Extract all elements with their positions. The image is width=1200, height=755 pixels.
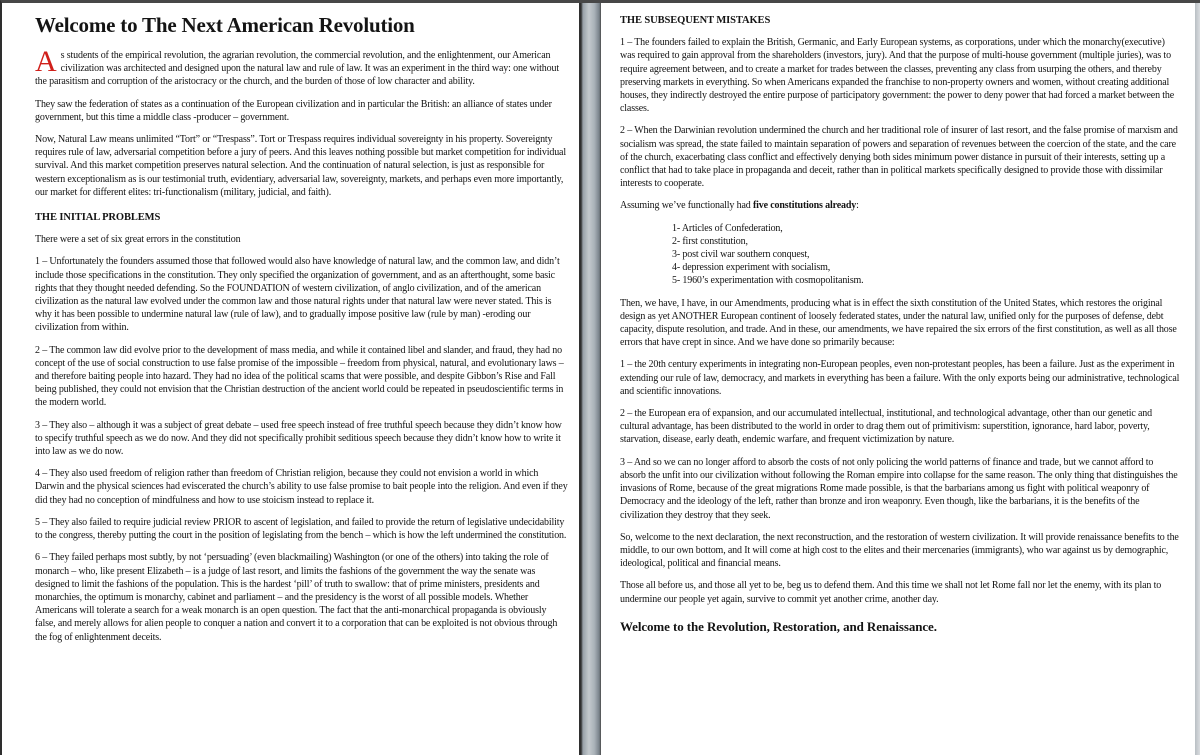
error-item-3: 3 – They also – although it was a subject of great debate – used free speech instead of free truthful speech because they didn’t know how to specify truthful speech as we do now. And they did not specifically prohibit seditious speech because they didn’t know how to write it into law as we do now. [35,419,562,458]
constitution-item-3: 3- post civil war southern conquest, [672,249,810,261]
error-item-2: 2 – The common law did evolve prior to the development of mass media, and while it contained libel and slander, and fraud, they had no concept of the use of social construction to use false promise of the impossible – freedom from physical, natural, and evolutionary laws – and therefore baiting people into hazard. They had no idea of the political scams that were possible, and despite Gibbon’s Rise and Fall being published, they could not envision that the Christian destruction of the ancient world could be repeated in pseudoscientific terms in the modern world. [35,344,564,409]
reason-item-1: 1 – the 20th century experiments in integrating non-European peoples, even non-protestant peoples, has been a failure. Just as the experiment in extending our rule of law, democracy, and markets in everything has been a failure. With the only exports being our administrative, technological and scientific innovations. [620,359,1180,397]
federation-paragraph: They saw the federation of states as a continuation of the European civilization and in particular the British: an alliance of states under government, but this time a middle class -producer – government. [35,98,552,123]
constitution-list [620,222,1181,288]
error-item-6: 6 – They failed perhaps most subtly, by not ‘persuading’ (even blackmailing) Washington (or one of the others) into taking the role of monarch – who, like present Elizabeth – is a judge of last resort, and limits the fashions of the government the way the senate was designed to limit the fashions of the population. This is the hardest ‘pill’ of truth to swallow: that of prime ministers, presidents and monarchies, the optimum is monarchy, cabinet and parliament – and the presidency is the worst of all possible models. Whether Americans will tolerate a search for a weak monarch is an open question. The fact that the anti-monarchical propaganda is obviously false, and merely allows for alien people to conquer a nation and convert it to a corporation that can be exploited is not obvious through the fog of enlightenment deceits. [35,552,558,643]
mistake-item-2: 2 – When the Darwinian revolution undermined the church and her traditional role of insurer of last resort, and the false promise of marxism and socialism was spread, the state failed to maintain separation of powers and separation of revenues between the coercion of the state, and the care of the church, exacerbating class conflict and effectively denying both sides minimum power distance in pursuit of their interests, setting up a conflict that had to take place in propaganda and deceit, rather than in political markets specifically designed to provide those with dissimilar interests to cooperate. [620,125,1178,190]
intro-text: s students of the empirical revolution, the agrarian revolution, the commercial revolution, and the enlightenment, our American civilization was architected and designed upon the natural law and rule of law. It was an experiment in the third way: one without the parasitism and corruption of the aristocracy or the church, and the burden of those of low character and ability. [35,50,559,88]
error-item-5: 5 – They also failed to require judicial review PRIOR to ascent of legislation, and failed to provide the return of legislative undecidability to the congress, thereby putting the court in the position of legislating from the bench – which is how the left undermined the constitution. [35,516,567,542]
assuming-suffix: : [856,200,859,212]
error-item-1: 1 – Unfortunately the founders assumed those that followed would also have knowledge of natural law, and the common law, and didn’t include those specifications in the constitution. They only specified the organization of government, and as an afterthought, some basic rights that they thought needed defending. So the FOUNDATION of western civilization, of anglo civilization, and of the american civilization as the natural law evolved under the common law and those natural rights under that natural law were never stated. This is why it has been possible to undermine natural law (rule of law), and to gradually impose positive law (rule by man) -eroding our civilization from within. [35,256,560,334]
constitution-item-1: 1- Articles of Confederation, [672,222,783,234]
welcome-next-paragraph: So, welcome to the next declaration, the next reconstruction, and the restoration of western civilization. It will provide renaissance benefits to the middle, to our own bottom, and It will come at high cost to the elites and their mercenaries (immigrants), who war against us by demographic, ideological, political and financial means. [620,531,1179,570]
closing-heading: Welcome to the Revolution, Restoration, and Renaissance. [620,618,937,634]
assuming-prefix: Assuming we’ve functionally had [620,200,753,212]
intro-paragraph [35,45,568,89]
initial-problems-heading: THE INITIAL PROBLEMS [35,212,161,224]
subsequent-mistakes-heading: THE SUBSEQUENT MISTAKES [620,15,771,26]
constitution-item-5: 5- 1960’s experimentation with cosmopolitanism. [672,275,864,287]
constitution-item-4: 4- depression experiment with socialism, [672,262,831,274]
page-gutter [579,3,601,755]
assuming-paragraph [620,199,1181,212]
error-item-4: 4 – They also used freedom of religion rather than freedom of Christian religion, because they could not envision a world in which Darwin and the physical sciences had eviscerated the church’s ability to use false promise to bait people into the religion. And even if they did they had no conception of mindfulness and how to use stoicism instead to replace it. [35,468,568,506]
right-edge-strip [1195,3,1200,755]
amendments-paragraph: Then, we have, I have, in our Amendments, producing what is in effect the sixth constitution of the United States, which restores the original design as yet ANOTHER European continent of loosely federated states, under the natural law, unified only for the purposes of defense, debt capacity, dispute resolution, and trade. And in these, our amendments, we have repaired the six errors of the first constitution, as well as all those errors that have crept in since. And we have done so primarily because: [620,297,1177,349]
mistake-item-1: 1 – The founders failed to explain the British, Germanic, and Early European systems, as corporations, under which the monarchy(executive) was required to gain approval from the shareholders (investors, jury). And that the purpose of multi-house government (multiple juries), was to require agreement between, and to create a market for trades between the classes, preventing any class from usurping the others, and thereby preserving markets in everything. So when Americans expanded the franchise to non-property owners and women, without creating additional houses, they indirectly destroyed the entire purpose of participatory government: the power to deny power that had forced a market between the classes. [620,37,1175,115]
assuming-bold: five constitutions already [752,200,857,212]
drop-cap: A [35,45,57,78]
constitution-item-2: 2- first constitution, [672,235,748,247]
page-left [2,3,579,755]
page-right [601,3,1195,755]
reason-item-3: 3 – And so we can no longer afford to absorb the costs of not only policing the world patterns of finance and trade, but we cannot afford to absorb the unfit into our civilization without following the Roman empire into collapse for the same reason. The only thing that distinguishes the invasions of Rome, because of the great migrations Rome made possible, is that the barbarians among us fight with political weaponry of Democracy and the ideology of the left, rather than bronze and iron weaponry. Even though, like the barbarians, it is the benefits of the civilization they destroy that they seek. [620,456,1178,521]
defend-paragraph: Those all before us, and those all yet to be, beg us to defend them. And this time we shall not let Rome fall nor let the enemy, with its plan to undermine our people yet again, survive to commit yet another crime, another day. [620,580,1162,605]
natural-law-paragraph: Now, Natural Law means unlimited “Tort” or “Trespass”. Tort or Trespass requires individual sovereignty in his property. Sovereignty requires rule of law, adversarial competition before a jury of peers. And this leaves nothing possible but market competition for individual survival. And this market competition preserves natural selection. And the continuation of natural selection, is just as responsible for western exceptionalism as is our testimonial truth, evidentiary, adversarial law, sovereignty, markets, and perhaps even more importantly, our market for different elites: tri-functionalism (military, judicial, and faith). [35,134,566,198]
six-errors-intro: There were a set of six great errors in the constitution [35,234,241,246]
reason-item-2: 2 – the European era of expansion, and our accumulated intellectual, institutional, and technological advantage, other than our genetic and cultural advantage, has been distributed to the world in order to drag them out of primitivism: superstition, ignorance, hard labor, poverty, starvation, disease, early death, endemic warfare, and frequent victimization by nature. [620,408,1153,446]
page-title: Welcome to The Next American Revolution [35,13,415,37]
